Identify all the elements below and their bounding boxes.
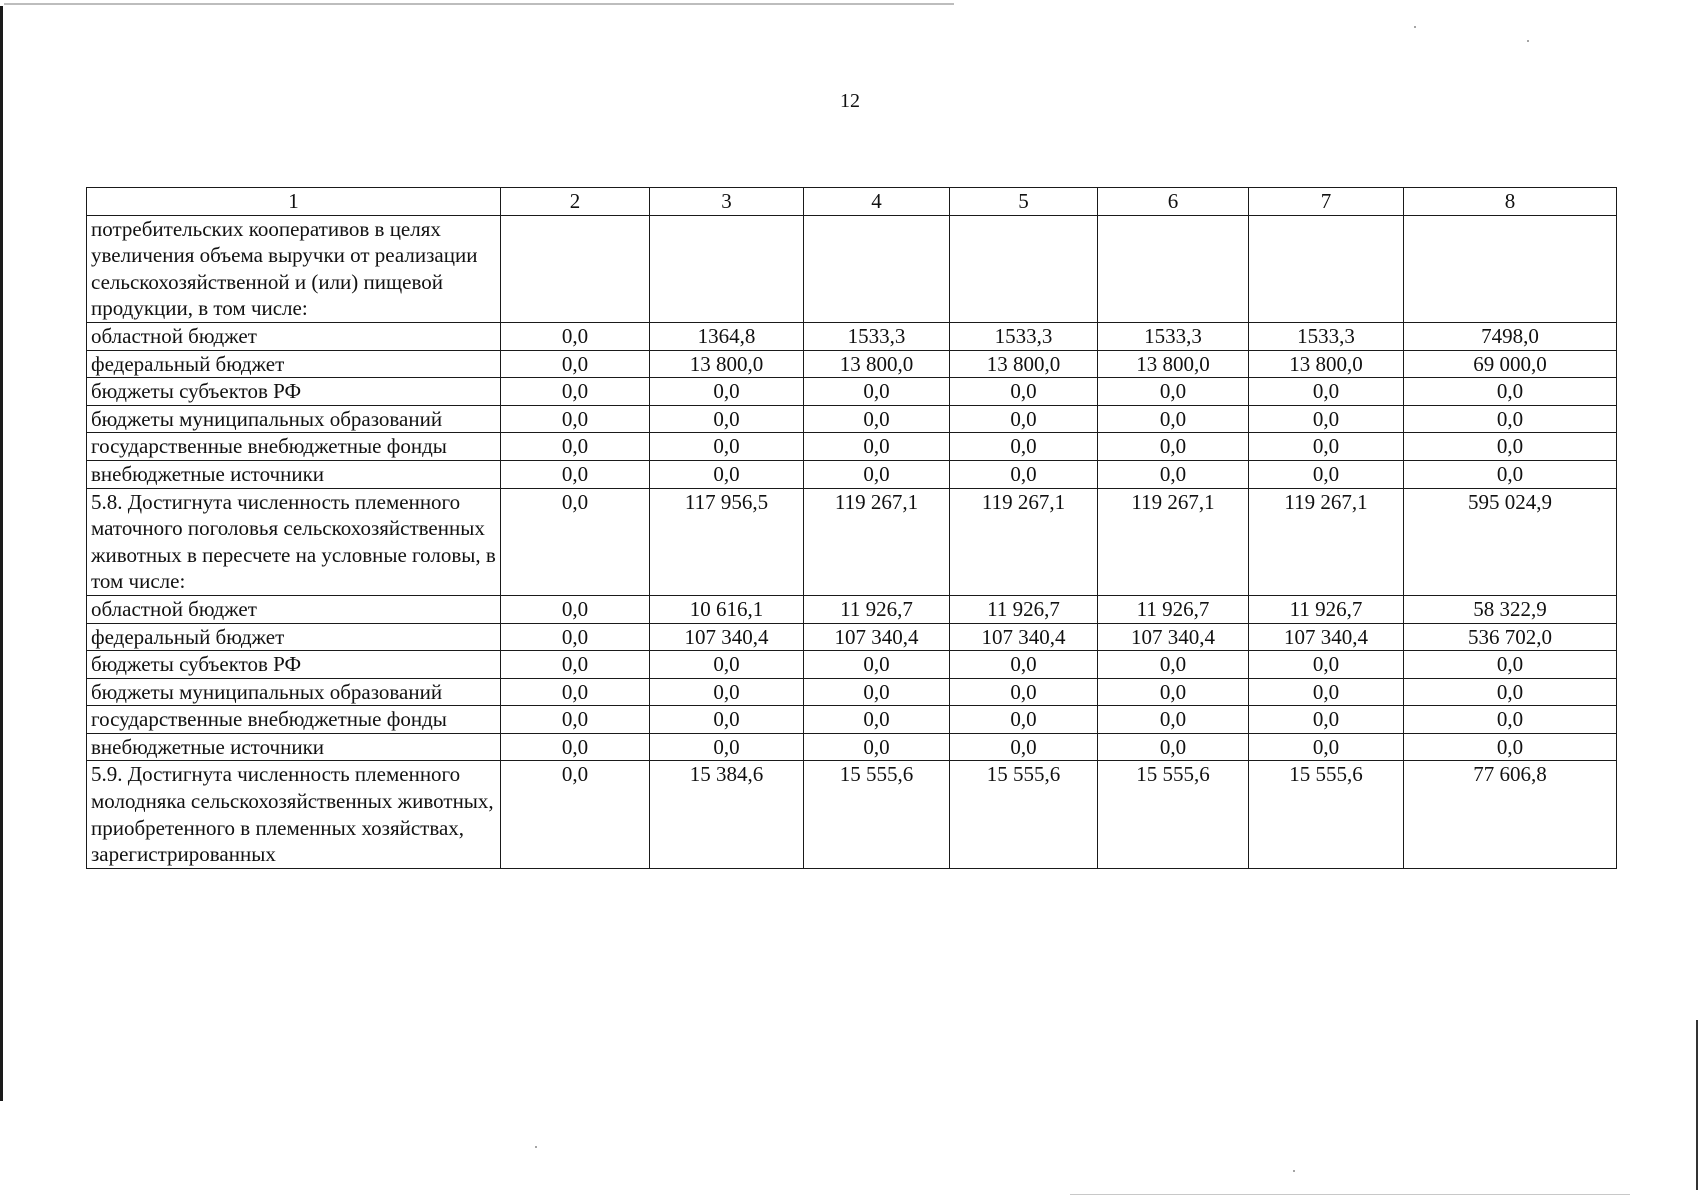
value-cell: 0,0 xyxy=(1249,433,1404,461)
funding-source-label: бюджеты муниципальных образований xyxy=(87,678,501,706)
value-cell xyxy=(1404,215,1617,322)
value-cell: 0,0 xyxy=(650,378,804,406)
value-cell: 119 267,1 xyxy=(804,488,950,595)
value-cell: 7498,0 xyxy=(1404,322,1617,350)
value-cell: 10 616,1 xyxy=(650,595,804,623)
table-row xyxy=(87,433,1617,461)
scan-speck xyxy=(1293,1170,1295,1172)
value-cell: 0,0 xyxy=(501,322,650,350)
funding-source-label: внебюджетные источники xyxy=(87,733,501,761)
value-cell xyxy=(501,215,650,322)
value-cell: 0,0 xyxy=(950,733,1098,761)
column-number-cell: 6 xyxy=(1098,188,1249,216)
scan-speck xyxy=(1527,40,1529,42)
value-cell: 0,0 xyxy=(804,651,950,679)
value-cell: 0,0 xyxy=(1404,706,1617,734)
value-cell: 0,0 xyxy=(950,405,1098,433)
value-cell: 0,0 xyxy=(1249,706,1404,734)
value-cell: 11 926,7 xyxy=(950,595,1098,623)
column-number-cell: 5 xyxy=(950,188,1098,216)
indicator-label: потребительских кооперативов в целях увеличения объема выручки от реализации сельскохозяйственной и (или) пищевой продукции, в том числе: xyxy=(87,215,501,322)
value-cell: 1533,3 xyxy=(950,322,1098,350)
value-cell: 0,0 xyxy=(950,378,1098,406)
value-cell: 107 340,4 xyxy=(804,623,950,651)
scan-edge-left xyxy=(0,6,3,1101)
value-cell xyxy=(1098,215,1249,322)
column-number-cell: 3 xyxy=(650,188,804,216)
value-cell xyxy=(650,215,804,322)
budget-table xyxy=(86,187,1617,869)
value-cell: 0,0 xyxy=(1249,678,1404,706)
table-row xyxy=(87,350,1617,378)
value-cell: 0,0 xyxy=(1404,433,1617,461)
value-cell: 0,0 xyxy=(1249,405,1404,433)
value-cell: 15 555,6 xyxy=(1098,761,1249,868)
value-cell: 15 555,6 xyxy=(1249,761,1404,868)
value-cell: 0,0 xyxy=(650,733,804,761)
column-number-cell: 4 xyxy=(804,188,950,216)
scan-speck xyxy=(535,1146,537,1148)
value-cell: 0,0 xyxy=(1098,733,1249,761)
value-cell: 13 800,0 xyxy=(950,350,1098,378)
scan-edge-right xyxy=(1696,1020,1698,1190)
funding-source-label: федеральный бюджет xyxy=(87,350,501,378)
value-cell: 0,0 xyxy=(650,651,804,679)
value-cell: 119 267,1 xyxy=(1098,488,1249,595)
value-cell: 13 800,0 xyxy=(1098,350,1249,378)
value-cell: 0,0 xyxy=(804,405,950,433)
value-cell: 11 926,7 xyxy=(804,595,950,623)
value-cell: 0,0 xyxy=(804,733,950,761)
value-cell: 1533,3 xyxy=(1098,322,1249,350)
funding-source-label: государственные внебюджетные фонды xyxy=(87,433,501,461)
funding-source-label: бюджеты субъектов РФ xyxy=(87,651,501,679)
table-row xyxy=(87,623,1617,651)
value-cell: 1533,3 xyxy=(804,322,950,350)
value-cell: 0,0 xyxy=(501,678,650,706)
value-cell: 0,0 xyxy=(1404,678,1617,706)
table-row xyxy=(87,488,1617,595)
value-cell: 107 340,4 xyxy=(950,623,1098,651)
value-cell: 107 340,4 xyxy=(650,623,804,651)
value-cell: 0,0 xyxy=(501,405,650,433)
table-row xyxy=(87,761,1617,868)
funding-source-label: федеральный бюджет xyxy=(87,623,501,651)
value-cell: 0,0 xyxy=(1249,733,1404,761)
value-cell: 0,0 xyxy=(1098,460,1249,488)
value-cell: 0,0 xyxy=(1098,433,1249,461)
value-cell: 0,0 xyxy=(501,460,650,488)
funding-source-label: областной бюджет xyxy=(87,595,501,623)
indicator-label: 5.9. Достигнута численность племенного молодняка сельскохозяйственных животных, приобретенного в племенных хозяйствах, зарегистрированных xyxy=(87,761,501,868)
column-number-cell: 2 xyxy=(501,188,650,216)
value-cell: 0,0 xyxy=(804,378,950,406)
value-cell: 0,0 xyxy=(501,733,650,761)
value-cell: 58 322,9 xyxy=(1404,595,1617,623)
value-cell: 0,0 xyxy=(1404,733,1617,761)
value-cell: 0,0 xyxy=(804,706,950,734)
value-cell: 0,0 xyxy=(804,678,950,706)
value-cell: 0,0 xyxy=(501,350,650,378)
value-cell: 0,0 xyxy=(501,651,650,679)
table-row xyxy=(87,651,1617,679)
value-cell xyxy=(1249,215,1404,322)
scan-edge-top xyxy=(4,3,954,5)
value-cell xyxy=(804,215,950,322)
value-cell: 0,0 xyxy=(501,378,650,406)
value-cell: 13 800,0 xyxy=(650,350,804,378)
value-cell: 0,0 xyxy=(1098,405,1249,433)
value-cell: 77 606,8 xyxy=(1404,761,1617,868)
table-row xyxy=(87,678,1617,706)
table-row xyxy=(87,378,1617,406)
indicator-label: 5.8. Достигнута численность племенного маточного поголовья сельскохозяйственных животных в пересчете на условные головы, в том числе: xyxy=(87,488,501,595)
value-cell: 0,0 xyxy=(1249,460,1404,488)
funding-source-label: внебюджетные источники xyxy=(87,460,501,488)
funding-source-label: государственные внебюджетные фонды xyxy=(87,706,501,734)
table-row xyxy=(87,706,1617,734)
value-cell: 11 926,7 xyxy=(1098,595,1249,623)
value-cell: 119 267,1 xyxy=(950,488,1098,595)
value-cell: 0,0 xyxy=(950,678,1098,706)
value-cell: 0,0 xyxy=(501,488,650,595)
value-cell: 119 267,1 xyxy=(1249,488,1404,595)
scan-speck xyxy=(1414,26,1416,28)
value-cell: 595 024,9 xyxy=(1404,488,1617,595)
value-cell: 0,0 xyxy=(650,706,804,734)
value-cell: 1364,8 xyxy=(650,322,804,350)
table-row xyxy=(87,405,1617,433)
funding-source-label: областной бюджет xyxy=(87,322,501,350)
table-row xyxy=(87,595,1617,623)
funding-source-label: бюджеты субъектов РФ xyxy=(87,378,501,406)
value-cell: 0,0 xyxy=(1098,678,1249,706)
value-cell: 0,0 xyxy=(804,433,950,461)
scan-edge-bottom xyxy=(1070,1194,1630,1195)
value-cell: 0,0 xyxy=(650,405,804,433)
table-row xyxy=(87,215,1617,322)
column-number-row xyxy=(87,188,1617,216)
value-cell: 0,0 xyxy=(950,706,1098,734)
value-cell: 0,0 xyxy=(950,651,1098,679)
value-cell: 0,0 xyxy=(501,595,650,623)
column-number-cell: 7 xyxy=(1249,188,1404,216)
column-number-cell: 8 xyxy=(1404,188,1617,216)
value-cell: 0,0 xyxy=(650,678,804,706)
funding-source-label: бюджеты муниципальных образований xyxy=(87,405,501,433)
value-cell: 0,0 xyxy=(1098,706,1249,734)
table-body xyxy=(87,188,1617,869)
value-cell: 0,0 xyxy=(950,460,1098,488)
value-cell: 0,0 xyxy=(1249,378,1404,406)
table-row xyxy=(87,733,1617,761)
value-cell: 13 800,0 xyxy=(1249,350,1404,378)
value-cell: 0,0 xyxy=(1404,378,1617,406)
column-number-cell: 1 xyxy=(87,188,501,216)
page-number: 12 xyxy=(840,90,860,112)
value-cell: 0,0 xyxy=(650,433,804,461)
value-cell: 0,0 xyxy=(1098,651,1249,679)
value-cell: 0,0 xyxy=(501,706,650,734)
value-cell: 0,0 xyxy=(501,433,650,461)
value-cell: 107 340,4 xyxy=(1098,623,1249,651)
value-cell: 0,0 xyxy=(1098,378,1249,406)
value-cell: 0,0 xyxy=(950,433,1098,461)
value-cell xyxy=(950,215,1098,322)
value-cell: 0,0 xyxy=(804,460,950,488)
value-cell: 0,0 xyxy=(650,460,804,488)
value-cell: 0,0 xyxy=(1404,460,1617,488)
value-cell: 0,0 xyxy=(1404,405,1617,433)
value-cell: 13 800,0 xyxy=(804,350,950,378)
value-cell: 69 000,0 xyxy=(1404,350,1617,378)
value-cell: 15 555,6 xyxy=(804,761,950,868)
value-cell: 0,0 xyxy=(501,623,650,651)
value-cell: 15 555,6 xyxy=(950,761,1098,868)
value-cell: 0,0 xyxy=(501,761,650,868)
value-cell: 15 384,6 xyxy=(650,761,804,868)
value-cell: 117 956,5 xyxy=(650,488,804,595)
table-row xyxy=(87,322,1617,350)
value-cell: 1533,3 xyxy=(1249,322,1404,350)
value-cell: 0,0 xyxy=(1404,651,1617,679)
value-cell: 11 926,7 xyxy=(1249,595,1404,623)
value-cell: 0,0 xyxy=(1249,651,1404,679)
value-cell: 536 702,0 xyxy=(1404,623,1617,651)
value-cell: 107 340,4 xyxy=(1249,623,1404,651)
table-row xyxy=(87,460,1617,488)
